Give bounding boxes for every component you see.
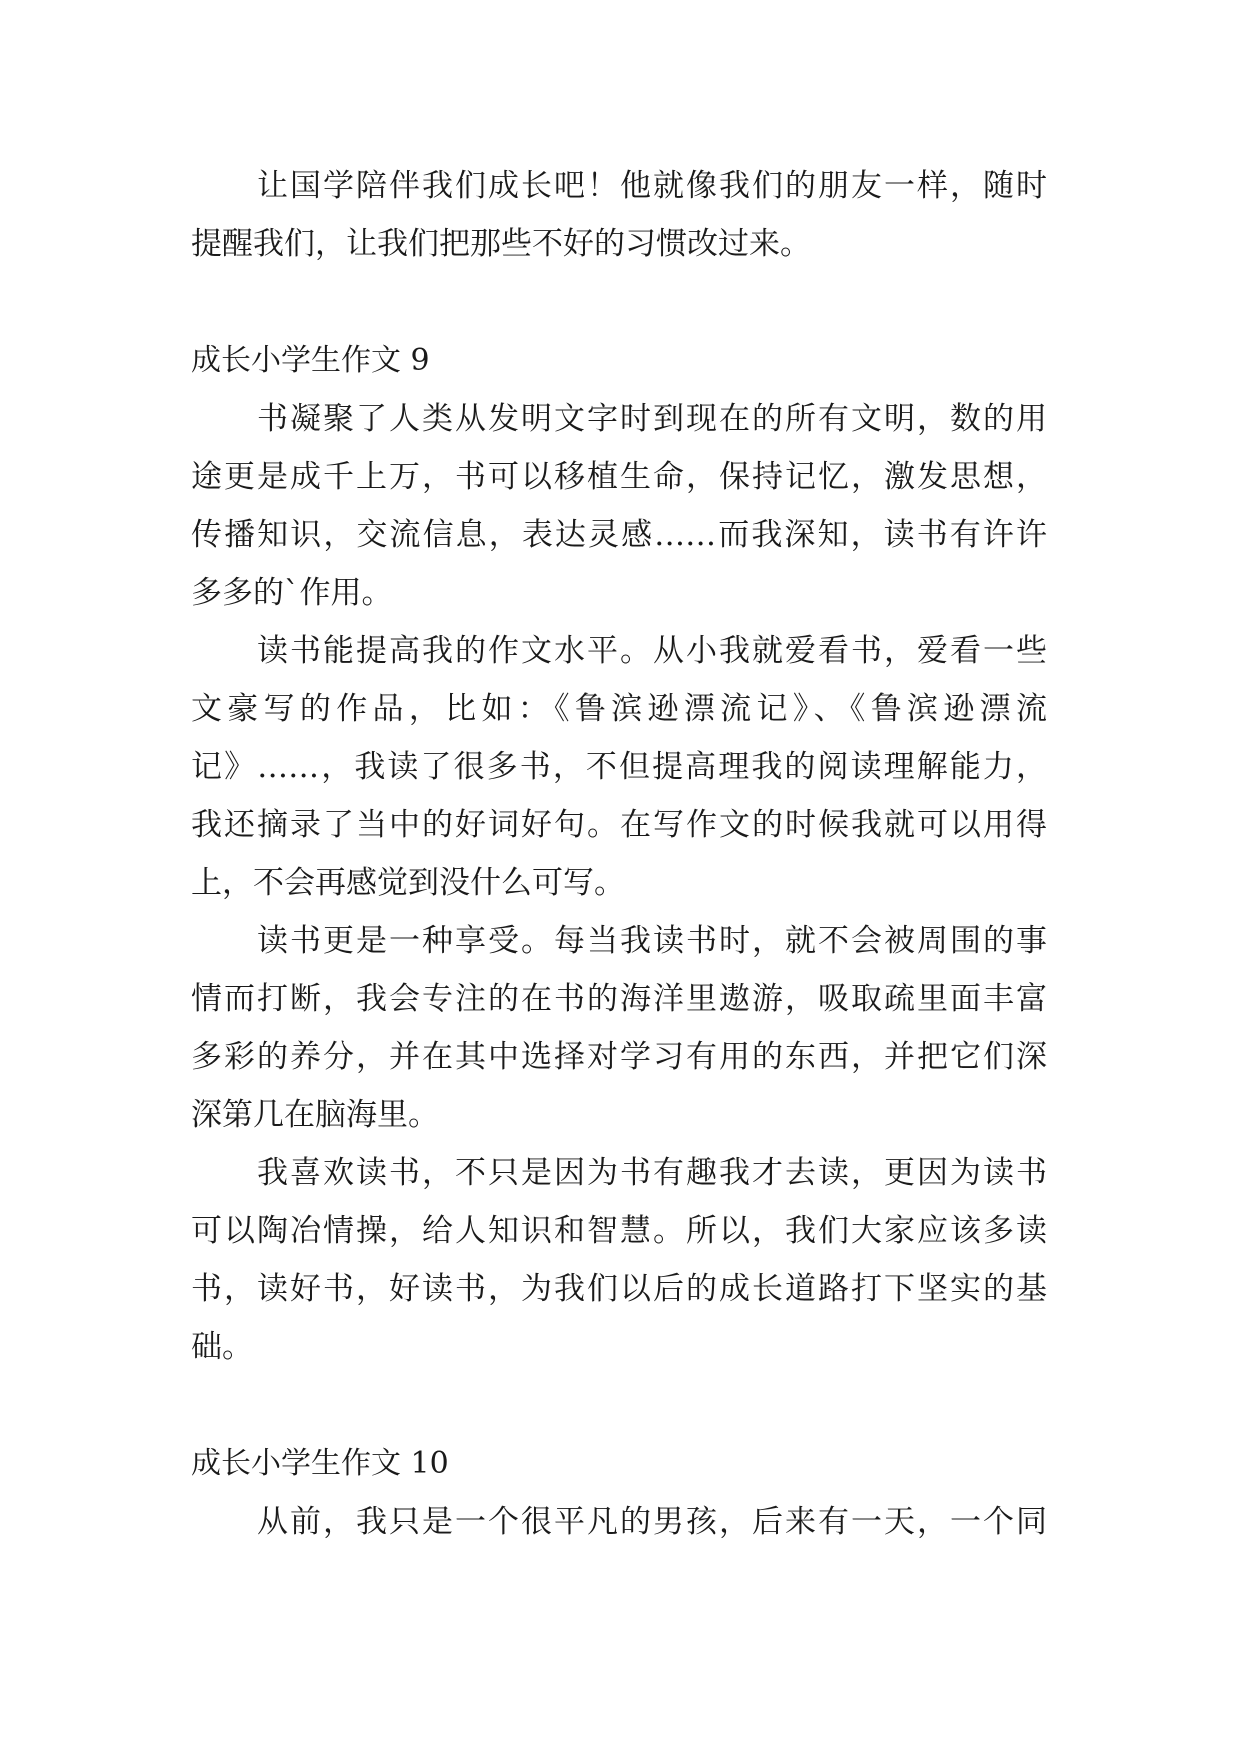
paragraph-line: 书，读好书，好读书，为我们以后的成长道路打下坚实的基 [191, 1271, 1047, 1307]
paragraph-line: 础。 [191, 1329, 253, 1365]
paragraph-line: 读书能提高我的作文水平。从小我就爱看书，爱看一些 [257, 633, 1047, 669]
paragraph-line: 上，不会再感觉到没什么可写。 [191, 865, 625, 901]
paragraph-line: 提醒我们，让我们把那些不好的习惯改过来。 [191, 226, 811, 262]
section-heading-9: 成长小学生作文 9 [191, 343, 430, 378]
paragraph-line: 传播知识，交流信息，表达灵感……而我深知，读书有许许 [191, 517, 1047, 553]
paragraph-line: 多彩的养分，并在其中选择对学习有用的东西，并把它们深 [191, 1039, 1047, 1075]
paragraph-line: 让国学陪伴我们成长吧！他就像我们的朋友一样，随时 [257, 168, 1047, 204]
paragraph-line: 多多的`作用。 [191, 575, 393, 611]
paragraph-line: 途更是成千上万，书可以移植生命，保持记忆，激发思想， [191, 459, 1047, 495]
paragraph-line: 深第几在脑海里。 [191, 1097, 439, 1133]
section-heading-10: 成长小学生作文 10 [191, 1446, 449, 1481]
paragraph-line: 我喜欢读书，不只是因为书有趣我才去读，更因为读书 [257, 1155, 1047, 1191]
paragraph-line: 从前，我只是一个很平凡的男孩，后来有一天，一个同 [257, 1504, 1047, 1540]
paragraph-line: 记》……，我读了很多书，不但提高理我的阅读理解能力， [191, 749, 1047, 785]
paragraph-line: 情而打断，我会专注的在书的海洋里遨游，吸取疏里面丰富 [191, 981, 1047, 1017]
paragraph-line: 可以陶冶情操，给人知识和智慧。所以，我们大家应该多读 [191, 1213, 1047, 1249]
paragraph-line: 我还摘录了当中的好词好句。在写作文的时候我就可以用得 [191, 807, 1047, 843]
paragraph-line: 文豪写的作品，比如：《鲁滨逊漂流记》、《鲁滨逊漂流 [191, 691, 1047, 727]
paragraph-line: 书凝聚了人类从发明文字时到现在的所有文明，数的用 [257, 401, 1047, 437]
paragraph-line: 读书更是一种享受。每当我读书时，就不会被周围的事 [257, 923, 1047, 959]
